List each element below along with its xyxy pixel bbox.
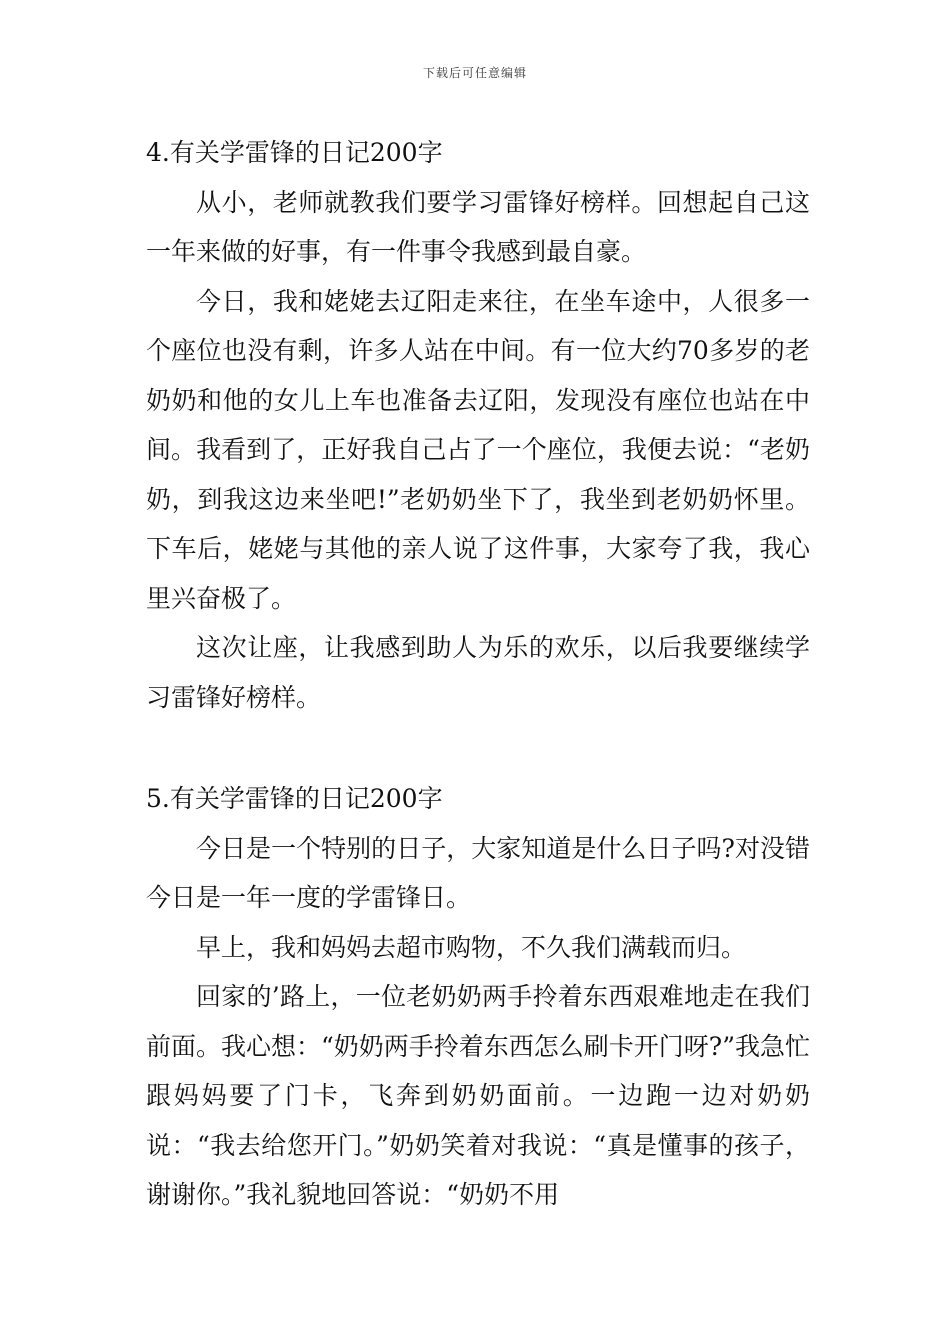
paragraph: 回家的’路上，一位老奶奶两手拎着东西艰难地走在我们前面。我心想：“奶奶两手拎着东西怎么刷卡开门呀?”我急忙跟妈妈要了门卡，飞奔到奶奶面前。一边跑一边对奶奶说：“我去给您开门。”奶奶笑着对我说：“真是懂事的孩子，谢谢你。”我礼貌地回答说：“奶奶不用 — [146, 982, 810, 1209]
section-title: 5.有关学雷锋的日记200字 — [146, 784, 443, 813]
document-body — [146, 128, 810, 1220]
paragraph: 今日，我和姥姥去辽阳走来往，在坐车途中，人很多一个座位也没有剩，许多人站在中间。有一位大约70多岁的老奶奶和他的女儿上车也准备去辽阳，发现没有座位也站在中间。我看到了，正好我自己占了一个座位，我便去说：“老奶奶，到我这边来坐吧!”老奶奶坐下了，我坐到老奶奶怀里。下车后，姥姥与其他的亲人说了这件事，大家夸了我，我心里兴奋极了。 — [146, 286, 810, 613]
paragraph: 早上，我和妈妈去超市购物，不久我们满载而归。 — [196, 932, 747, 962]
page-header: 下载后可任意编辑 — [422, 66, 527, 80]
section-title: 4.有关学雷锋的日记200字 — [146, 138, 443, 167]
diary-section-5 — [146, 774, 810, 1220]
paragraph: 这次让座，让我感到助人为乐的欢乐，以后我要继续学习雷锋好榜样。 — [146, 633, 810, 712]
diary-section-4 — [146, 128, 810, 722]
paragraph: 今日是一个特别的日子，大家知道是什么日子吗?对没错今日是一年一度的学雷锋日。 — [146, 833, 810, 912]
paragraph: 从小，老师就教我们要学习雷锋好榜样。回想起自己这一年来做的好事，有一件事令我感到最自豪。 — [146, 187, 810, 266]
